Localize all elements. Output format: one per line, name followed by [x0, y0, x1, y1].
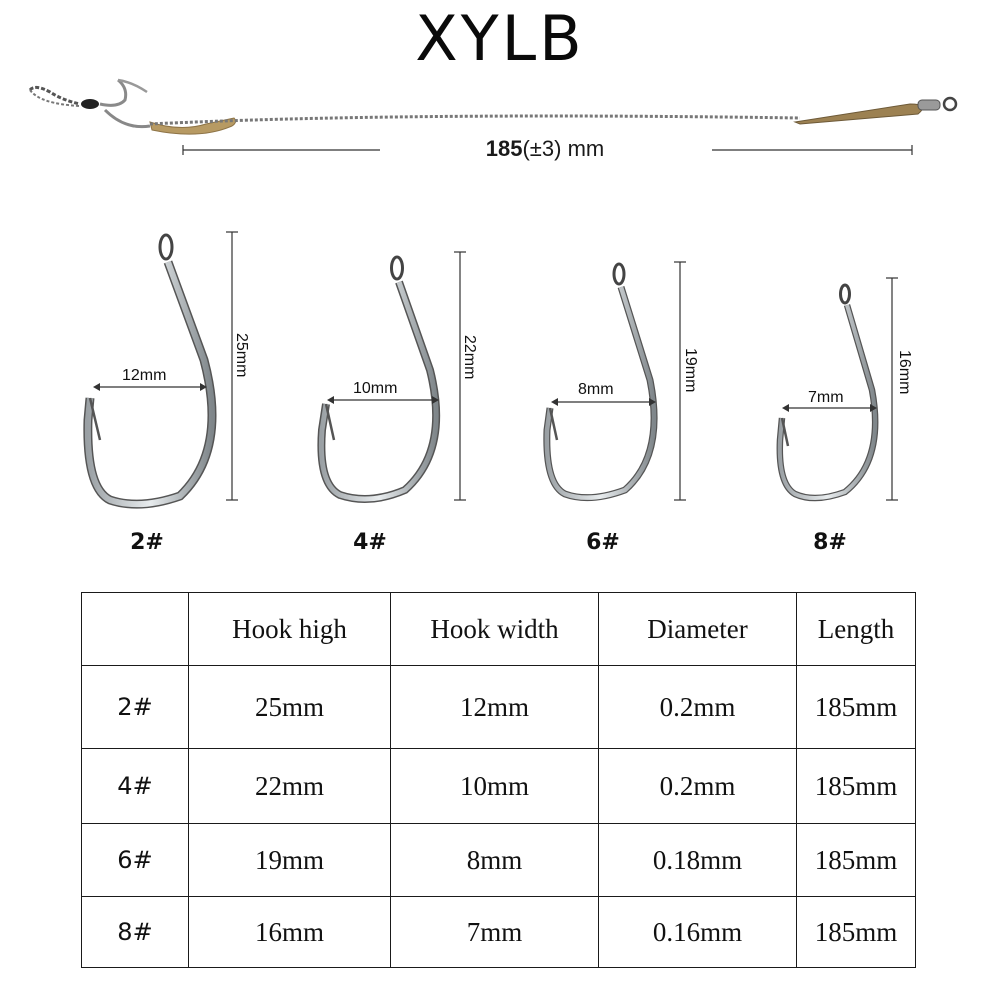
- cell-hook-width: 10mm: [391, 749, 599, 824]
- cell-diameter: 0.2mm: [599, 749, 797, 824]
- cell-hook-high: 16mm: [189, 897, 391, 968]
- hook-4-width-label: 10mm: [353, 380, 398, 397]
- hook-6-height-label: 19mm: [682, 348, 699, 393]
- cell-hook-high: 19mm: [189, 824, 391, 897]
- rig-length-tolerance: (±3): [522, 136, 562, 161]
- hook-6-size-label: 6#: [586, 530, 620, 555]
- cell-diameter: 0.16mm: [599, 897, 797, 968]
- cell-hook-width: 8mm: [391, 824, 599, 897]
- hook-2-width-label: 12mm: [122, 367, 167, 384]
- row-size: 6#: [82, 824, 189, 897]
- cell-diameter: 0.18mm: [599, 824, 797, 897]
- cell-hook-width: 7mm: [391, 897, 599, 968]
- hook-8-height-label: 16mm: [896, 350, 913, 395]
- hook-8-width-label: 7mm: [808, 389, 844, 406]
- cell-length: 185mm: [797, 824, 916, 897]
- header-length: Length: [797, 593, 916, 666]
- rig-length-label: [380, 136, 710, 162]
- header-corner: [82, 593, 189, 666]
- header-hook-high: Hook high: [189, 593, 391, 666]
- cell-diameter: 0.2mm: [599, 666, 797, 749]
- cell-hook-width: 12mm: [391, 666, 599, 749]
- header-hook-width: Hook width: [391, 593, 599, 666]
- hook-8-size-label: 8#: [813, 530, 847, 555]
- table-row: [82, 824, 916, 897]
- table-row: [82, 666, 916, 749]
- spec-table: [81, 592, 916, 968]
- hook-6-drawing: [547, 262, 686, 500]
- table-header-row: [82, 593, 916, 666]
- hook-2-height-label: 25mm: [233, 333, 250, 378]
- cell-hook-high: 25mm: [189, 666, 391, 749]
- hook-4-drawing: [321, 252, 466, 500]
- row-size: 4#: [82, 749, 189, 824]
- rig-length-unit: mm: [567, 136, 605, 161]
- cell-length: 185mm: [797, 749, 916, 824]
- row-size: 8#: [82, 897, 189, 968]
- hook-4-height-label: 22mm: [461, 335, 478, 380]
- rig-length-value: 185: [485, 136, 523, 161]
- hook-6-width-label: 8mm: [578, 381, 614, 398]
- brand-title: XYLB: [415, 2, 585, 75]
- cell-length: 185mm: [797, 666, 916, 749]
- cell-length: 185mm: [797, 897, 916, 968]
- hook-2-size-label: 2#: [130, 530, 164, 555]
- row-size: 2#: [82, 666, 189, 749]
- hook-4-size-label: 4#: [353, 530, 387, 555]
- table-row: [82, 749, 916, 824]
- cell-hook-high: 22mm: [189, 749, 391, 824]
- hooks-illustration: [0, 220, 1000, 520]
- table-row: [82, 897, 916, 968]
- header-diameter: Diameter: [599, 593, 797, 666]
